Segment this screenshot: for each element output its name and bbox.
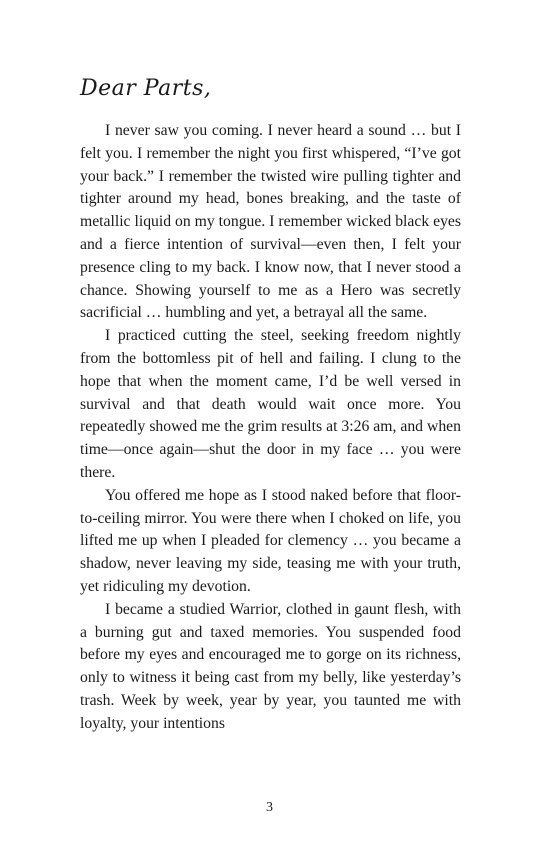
paragraph: I practiced cutting the steel, seeking freedom nightly from the bottomless pit of hell and failing. I clung to the hope that when the moment came, I’d be well versed in survival and that death would wait once more. You repeatedly showed me the grim results at 3:26 am, and when time—once again—shut the door in my face … you were there. bbox=[80, 327, 461, 481]
page-number: 3 bbox=[266, 800, 273, 815]
paragraph: You offered me hope as I stood naked before that floor-to-ceiling mirror. You were there when I choked on life, you lifted me up when I pleaded for clemency … you became a shadow, never leaving my side, teasing me with your truth, yet ridiculing my devotion. bbox=[80, 486, 461, 595]
letter-salutation: Dear Parts, bbox=[80, 76, 212, 101]
paragraph: I became a studied Warrior, clothed in gaunt flesh, with a burning gut and taxed memories. You suspended food before my eyes and encouraged me to gorge on its richness, only to witness it being cast from my belly, like yesterday’s trash. Week by week, year by year, you taunted me with loyalty, your intentions bbox=[80, 600, 461, 732]
letter-body bbox=[80, 120, 461, 736]
paragraph: I never saw you coming. I never heard a sound … but I felt you. I remember the night you first whispered, “I’ve got your back.” I remember the twisted wire pulling tighter and tighter around my head, bones breaking, and the taste of metallic liquid on my tongue. I remember wicked black eyes and a fierce intention of survival—even then, I felt your presence cling to my back. I know now, that I never stood a chance. Showing yourself to me as a Hero was secretly sacrificial … humbling and yet, a betrayal all the same. bbox=[80, 122, 461, 322]
